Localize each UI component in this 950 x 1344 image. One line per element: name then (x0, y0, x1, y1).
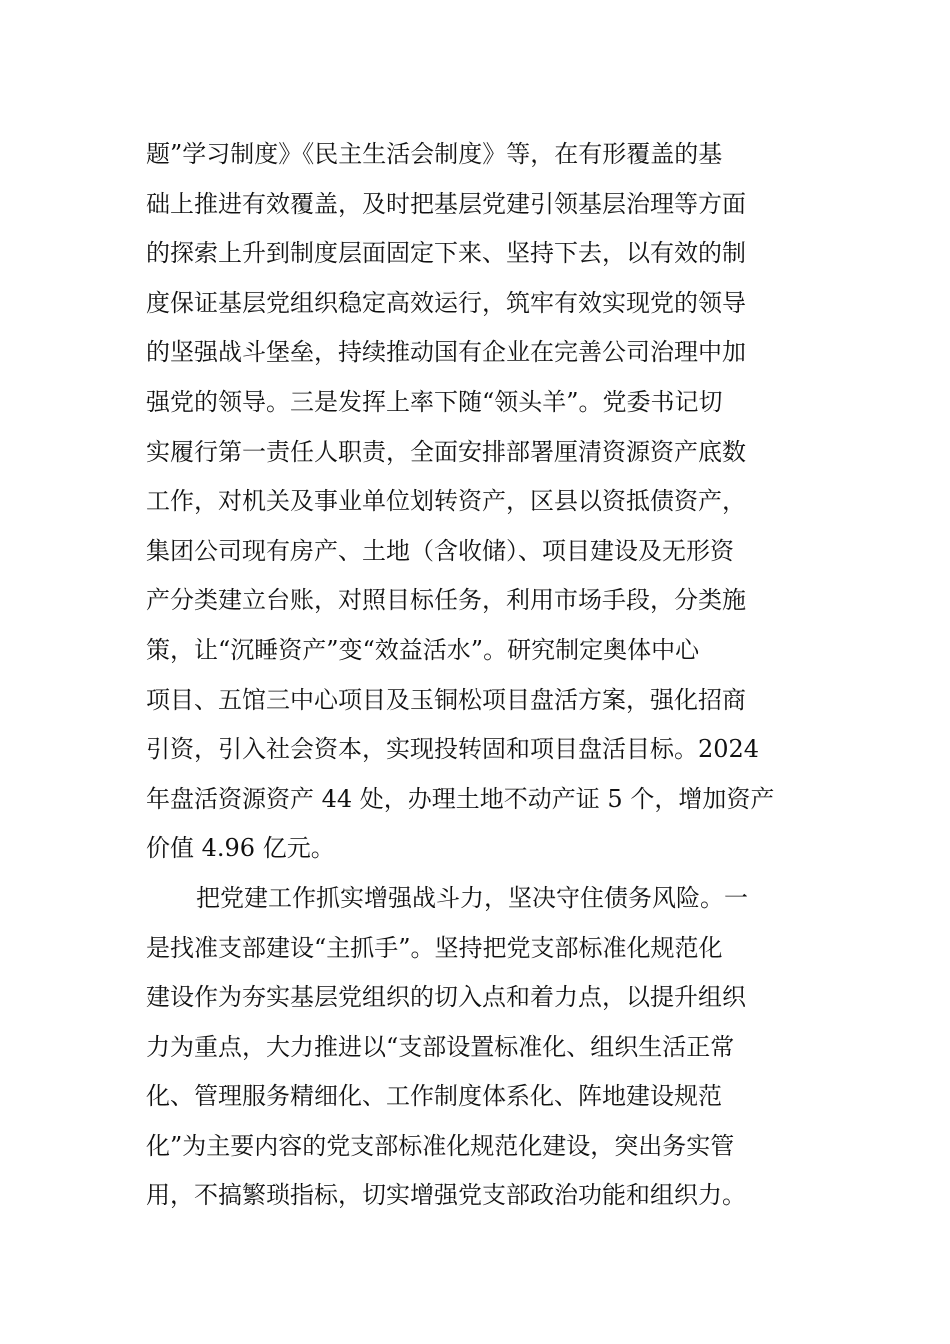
text-line: 实履行第一责任人职责，全面安排部署厘清资源资产底数 (146, 437, 746, 466)
text-line: 产分类建立台账，对照目标任务，利用市场手段，分类施 (146, 586, 746, 615)
text-line: 化”为主要内容的党支部标准化规范化建设，突出务实管 (146, 1131, 735, 1160)
text-line: 化、管理服务精细化、工作制度体系化、阵地建设规范 (146, 1082, 722, 1111)
text-line: 度保证基层党组织稳定高效运行，筑牢有效实现党的领导 (146, 288, 746, 317)
text-line: 用，不搞繁琐指标，切实增强党支部政治功能和组织力。 (146, 1181, 746, 1210)
text-line: 年盘活资源资产 44 处，办理土地不动产证 5 个，增加资产 (146, 784, 775, 813)
text-line: 础上推进有效覆盖，及时把基层党建引领基层治理等方面 (146, 189, 746, 218)
text-line: 的坚强战斗堡垒，持续推动国有企业在完善公司治理中加 (146, 338, 746, 367)
text-line: 价值 4.96 亿元。 (146, 834, 335, 863)
text-line: 把党建工作抓实增强战斗力，坚决守住债务风险。一 (196, 883, 748, 912)
text-line: 集团公司现有房产、土地（含收储）、项目建设及无形资 (146, 536, 734, 565)
body-text (146, 130, 826, 1221)
text-line: 强党的领导。三是发挥上率下随“领头羊”。党委书记切 (146, 387, 723, 416)
text-line: 力为重点，大力推进以“支部设置标准化、组织生活正常 (146, 1032, 735, 1061)
text-line: 的探索上升到制度层面固定下来、坚持下去，以有效的制 (146, 239, 746, 268)
text-line: 策，让“沉睡资产”变“效益活水”。研究制定奥体中心 (146, 635, 700, 664)
text-line: 题”学习制度》《民主生活会制度》等，在有形覆盖的基 (146, 140, 723, 168)
text-line: 是找准支部建设“主抓手”。坚持把党支部标准化规范化 (146, 933, 723, 962)
text-line: 工作，对机关及事业单位划转资产，区县以资抵债资产， (146, 487, 746, 516)
text-line: 建设作为夯实基层党组织的切入点和着力点，以提升组织 (146, 983, 746, 1012)
paragraph-1 (146, 130, 826, 874)
text-line: 项目、五馆三中心项目及玉铜松项目盘活方案，强化招商 (146, 685, 746, 714)
paragraph-2 (146, 874, 826, 1221)
text-line: 引资，引入社会资本，实现投转固和项目盘活目标。2024 (146, 735, 760, 764)
